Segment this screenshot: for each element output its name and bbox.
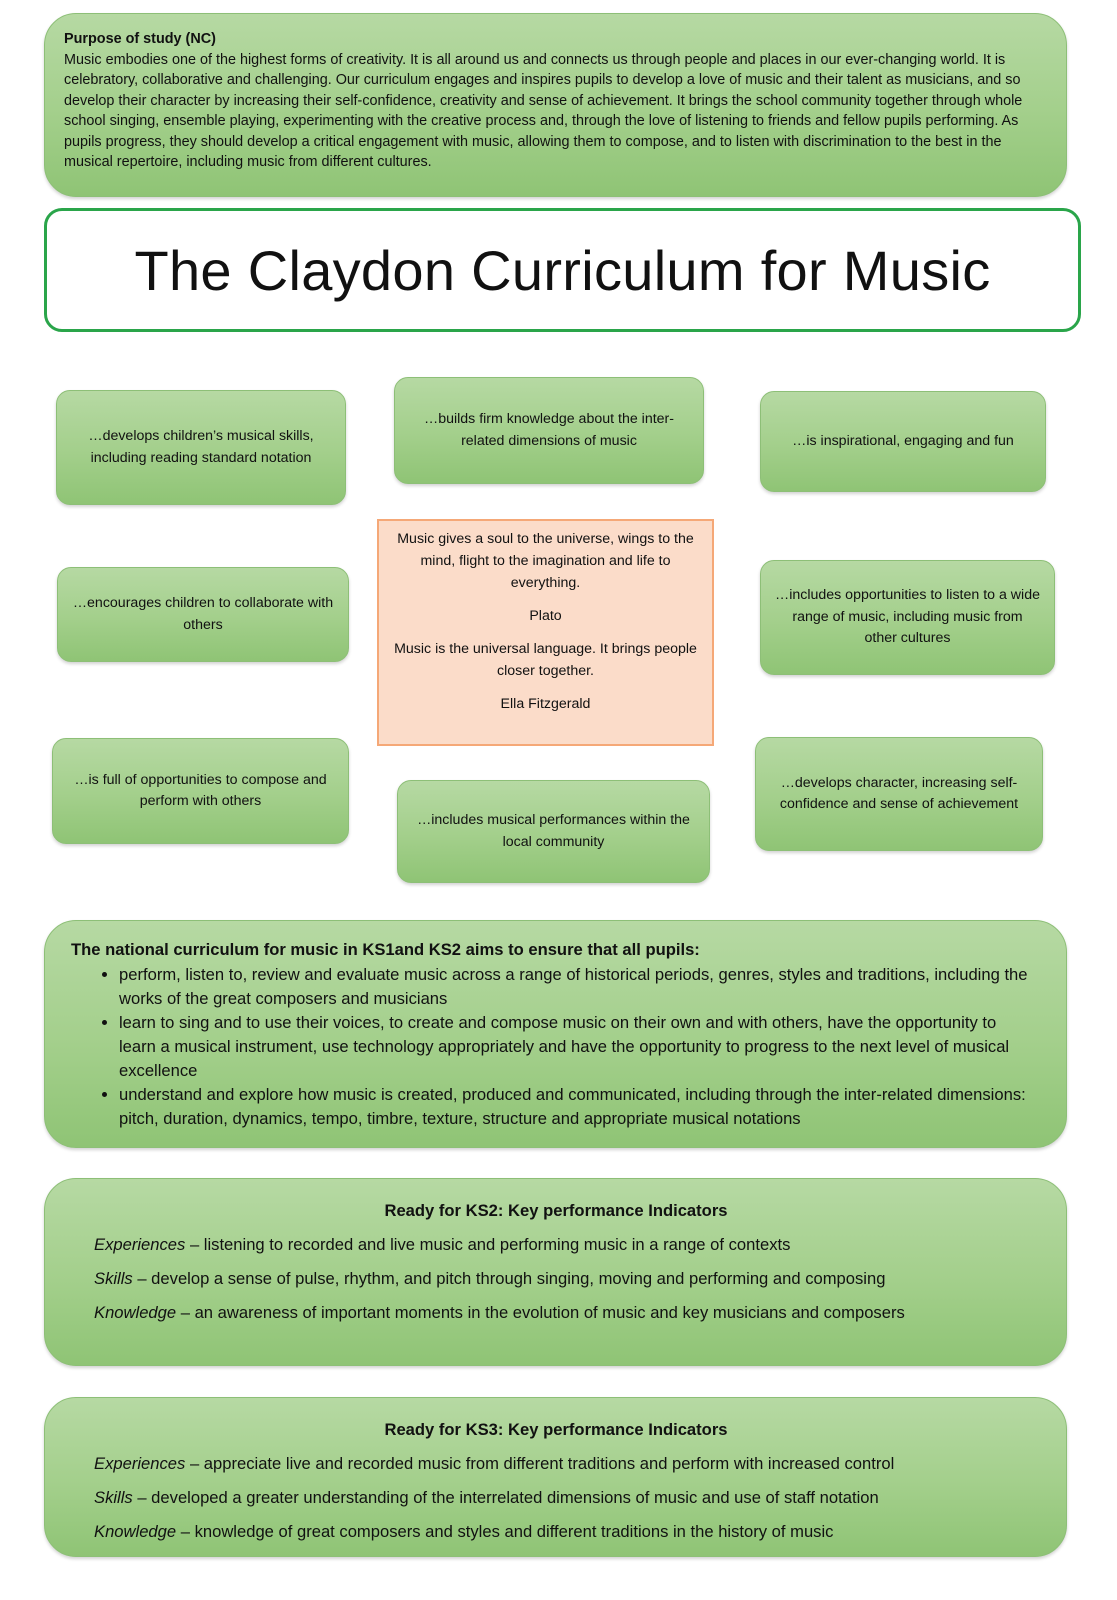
ks3-kpi-box: [44, 1397, 1067, 1557]
ks3-row-knowledge: [94, 1522, 1042, 1542]
feature-text-skills: …develops children’s musical skills, including reading standard notation: [88, 428, 314, 466]
feature-box-inspirational: [760, 391, 1046, 492]
ks2-heading: Ready for KS2: Key performance Indicators: [384, 1201, 728, 1220]
ks2-row-skills: [94, 1269, 1042, 1289]
ks3-row-experiences: [94, 1454, 1042, 1474]
page-title: The Claydon Curriculum for Music: [134, 238, 991, 302]
kpi-text: – knowledge of great composers and styles and different traditions in the history of music: [176, 1522, 834, 1541]
feature-box-collaborate: [57, 567, 349, 662]
feature-text-community: …includes musical performances within the local community: [417, 812, 690, 850]
kpi-label: Knowledge: [94, 1522, 177, 1541]
feature-box-character: [755, 737, 1043, 851]
feature-text-character: …develops character, increasing self-confidence and sense of achievement: [779, 774, 1019, 812]
kpi-text: – developed a greater understanding of the interrelated dimensions of music and use of staff notation: [132, 1488, 879, 1507]
feature-box-listen: [760, 560, 1055, 675]
feature-box-compose: [52, 738, 349, 844]
national-heading: The national curriculum for music in KS1and KS2 aims to ensure that all pupils:: [71, 940, 700, 959]
kpi-text: – listening to recorded and live music and performing music in a range of contexts: [185, 1235, 791, 1254]
purpose-body: Music embodies one of the highest forms of creativity. It is all around us and connects us through people and places in our ever-changing world. It is celebratory, collaborative and challenging. Our curriculum engages and inspires pupils to develop a love of music and their talent as musicians, and so develop their character by increasing their self-confidence, creativity and sense of achievement. It brings the school community together through whole school singing, ensemble playing, experimenting with the creative process and, through the love of listening to friends and fellow pupils performing. As pupils progress, they should develop a critical engagement with music, allowing them to compose, and to listen with discrimination to the best in the musical repertoire, including music from different cultures.: [64, 51, 1023, 170]
kpi-text: – develop a sense of pulse, rhythm, and pitch through singing, moving and performing and composing: [132, 1269, 886, 1288]
kpi-label: Knowledge: [94, 1303, 177, 1322]
purpose-of-study-box: [44, 13, 1067, 197]
title-box: [44, 208, 1081, 332]
ks3-row-skills: [94, 1488, 1042, 1508]
quote-author: Ella Fitzgerald: [500, 696, 591, 712]
purpose-heading: Purpose of study (NC): [64, 31, 216, 47]
feature-box-community: [397, 780, 710, 883]
kpi-label: Skills: [94, 1488, 133, 1507]
quote-text: Music is the universal language. It brings people closer together.: [394, 641, 697, 679]
kpi-text: – an awareness of important moments in the evolution of music and key musicians and composers: [176, 1303, 905, 1322]
list-item: • learn to sing and to use their voices, to create and compose music on their own and with others, have the opportunity to learn a musical instrument, use technology appropriately and have the opportunity to progress to the next level of musical excellence: [119, 1011, 1036, 1083]
quote-box: [377, 519, 714, 746]
kpi-label: Skills: [94, 1269, 133, 1288]
kpi-text: – appreciate live and recorded music from different traditions and perform with increased control: [185, 1454, 895, 1473]
feature-text-collaborate: …encourages children to collaborate with others: [72, 595, 334, 633]
kpi-label: Experiences: [94, 1235, 186, 1254]
ks2-row-experiences: [94, 1235, 1042, 1255]
feature-text-inspirational: …is inspirational, engaging and fun: [792, 432, 1014, 449]
feature-text-compose: …is full of opportunities to compose and perform with others: [74, 771, 327, 809]
quote-author: Plato: [529, 608, 562, 624]
kpi-label: Experiences: [94, 1454, 186, 1473]
ks3-heading: Ready for KS3: Key performance Indicators: [384, 1420, 728, 1439]
feature-text-knowledge: …builds firm knowledge about the inter-related dimensions of music: [424, 411, 674, 449]
feature-text-listen: …includes opportunities to listen to a wide range of music, including music from other cultures: [775, 587, 1040, 647]
national-curriculum-box: [44, 920, 1067, 1148]
national-aims-list: [71, 963, 1036, 1131]
quote-text: Music gives a soul to the universe, wings to the mind, flight to the imagination and life to everything.: [397, 531, 694, 591]
feature-box-knowledge: [394, 377, 704, 484]
feature-box-skills: [56, 390, 346, 505]
list-item: • perform, listen to, review and evaluate music across a range of historical periods, genres, styles and traditions, including the works of the great composers and musicians: [119, 963, 1036, 1011]
ks2-kpi-box: [44, 1178, 1067, 1366]
ks2-row-knowledge: [94, 1303, 1042, 1323]
list-item: • understand and explore how music is created, produced and communicated, including through the inter-related dimensions: pitch, duration, dynamics, tempo, timbre, texture, structure and appropriate musical notations: [119, 1083, 1036, 1131]
